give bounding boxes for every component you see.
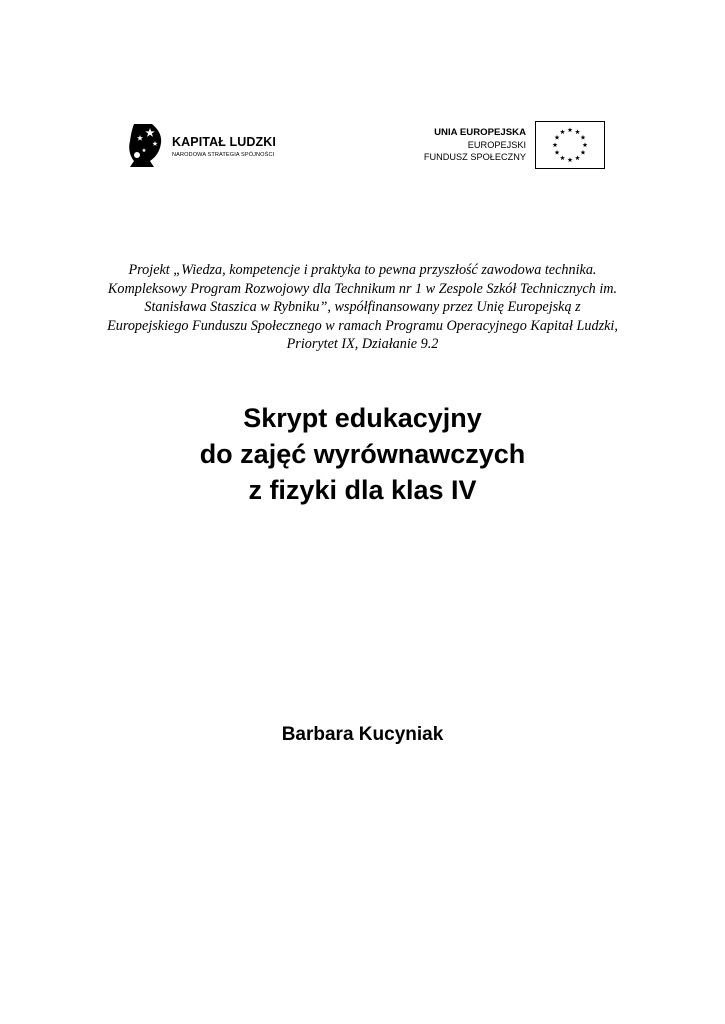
kapital-ludzki-logo: [128, 121, 288, 169]
project-line: Priorytet IX, Działanie 9.2: [286, 336, 439, 353]
ue-line-3: FUNDUSZ SPOŁECZNY: [423, 152, 526, 162]
kapital-ludzki-emblem-icon: [128, 121, 164, 167]
kapital-ludzki-subtitle: NARODOWA STRATEGIA SPÓJNOŚCI: [172, 152, 275, 158]
unia-europejska-text: [424, 127, 526, 163]
document-title: [40, 400, 685, 508]
project-line: Stanisława Staszica w Rybniku”, współfinansowany przez Unię Europejską z: [144, 299, 581, 316]
eu-flag-icon: [535, 121, 605, 169]
unia-europejska-logo: [420, 121, 605, 171]
title-line: z fizyki dla klas IV: [248, 475, 477, 505]
author-name: Barbara Kucyniak: [281, 724, 444, 745]
title-line: do zajęć wyrównawczych: [199, 439, 526, 469]
kapital-ludzki-title: KAPITAŁ LUDZKI: [172, 135, 276, 149]
ue-line-1: UNIA EUROPEJSKA: [434, 127, 526, 138]
title-line: Skrypt edukacyjny: [243, 403, 482, 433]
project-description: [60, 261, 665, 354]
project-line: Europejskiego Funduszu Społecznego w ramach Programu Operacyjnego Kapitał Ludzki,: [107, 317, 618, 334]
ue-line-2: EUROPEJSKI: [467, 140, 526, 150]
project-line: Projekt „Wiedza, kompetencje i praktyka to pewna przyszłość zawodowa technika.: [128, 262, 597, 278]
project-line: Kompleksowy Program Rozwojowy dla Technikum nr 1 w Zespole Szkół Technicznych im.: [107, 280, 618, 297]
